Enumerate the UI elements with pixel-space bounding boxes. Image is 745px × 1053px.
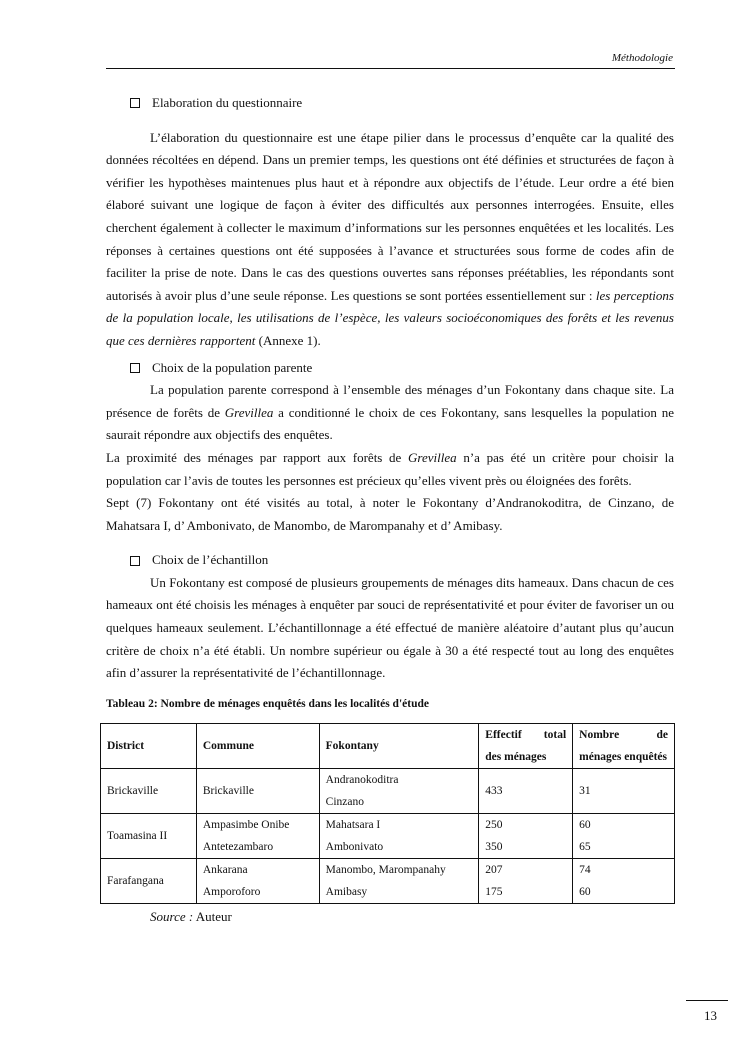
table-header-row	[101, 724, 675, 769]
header-commune: Commune	[196, 724, 319, 769]
cell-fokontany: Manombo, Marompanahy Amibasy	[319, 859, 479, 904]
section-heading-echantillon	[106, 549, 674, 572]
paragraph-echantillon: Un Fokontany est composé de plusieurs groupements de ménages dits hameaux. Dans chacun de ces hameaux ont été choisis les ménages à enquêter par souci de représentativité et pour éviter de favoriser un ou quelques hameaux seulement. L’échantillonnage a été effectué de manière aléatoire d’autant plus qu’aucun critère de choix n’a été établi. Un nombre supérieur ou égale à 30 a été respecté tout au long des enquêtes afin d’assurer la représentativité de l’échantillonnage.	[106, 574, 674, 681]
cell-effectif: 207 175	[479, 859, 573, 904]
cell-district: Farafangana	[101, 859, 197, 904]
table-row	[101, 859, 675, 904]
section-heading-text: Elaboration du questionnaire	[152, 95, 303, 110]
footer-rule	[686, 1000, 728, 1001]
page-number: 13	[704, 1008, 717, 1023]
cell-district: Toamasina II	[101, 814, 197, 859]
header-rule	[106, 68, 675, 69]
header-nombre: Nombre de ménages enquêtés	[573, 724, 675, 769]
paragraph-population-2: La proximité des ménages par rapport aux forêts de Grevillea n’a pas été un critère pour choisir la population car l’avis de toutes les personnes est précieux qu’elles vivent près ou éloignées des forêts.	[106, 449, 674, 488]
paragraph-population-1: La population parente correspond à l’ensemble des ménages d’un Fokontany dans chaque site. La présence de forêts de Grevillea a conditionné le choix de ces Fokontany, sans lesquelles la population ne saurait répondre aux objectifs des enquêtes.	[106, 382, 674, 443]
header-effectif: Effectif total des ménages	[479, 724, 573, 769]
paragraph-questionnaire: L’élaboration du questionnaire est une étape pilier dans le processus d’enquête car la qualité des données récoltées en dépend. Dans un premier temps, les questions ont été définies et structurées de façon à vérifier les hypothèses maintenues plus haut et à répondre aux objectifs de l’étude. Leur ordre a été bien élaboré suivant une logique de façon à éviter des difficultés aux personnes interrogées. Ensuite, elles cherchent également à collecter le maximum d’informations sur les personnes enquêtées et les localités. Les réponses à certaines questions ont été supposées à l’avance et structurées sous forme de codes afin de faciliter la prise de note. Dans le cas des questions ouvertes sans réponses préétablies, les répondants sont autorisés à avoir plus d’une seule réponse. Les questions se sont portées essentiellement sur : les perceptions de la population locale, les utilisations de l’espèce, les valeurs socioéconomiques des forêts et les revenus que ces dernières rapportent (Annexe 1).	[106, 129, 674, 348]
header-fokontany: Fokontany	[319, 724, 479, 769]
section-heading-text: Choix de la population parente	[152, 359, 313, 375]
section-heading-population	[106, 357, 674, 380]
cell-nombre: 74 60	[573, 859, 675, 904]
cell-commune: Ankarana Amporoforo	[196, 859, 319, 904]
running-header: Méthodologie	[611, 52, 673, 64]
paragraph-population-3: Sept (7) Fokontany ont été visités au total, à noter le Fokontany d’Andranokoditra, de Cinzano, de Mahatsara I, d’ Ambonivato, de Manombo, de Marompanahy et d’ Amibasy.	[106, 495, 674, 533]
table-row	[101, 814, 675, 859]
table-source: Source : Auteur	[150, 909, 232, 925]
page-content	[106, 92, 674, 929]
cell-effectif: 433	[479, 769, 573, 814]
cell-effectif: 250 350	[479, 814, 573, 859]
cell-nombre: 60 65	[573, 814, 675, 859]
checkbox-bullet-icon	[130, 556, 140, 566]
header-district: District	[101, 724, 197, 769]
cell-fokontany: Andranokoditra Cinzano	[319, 769, 479, 814]
checkbox-bullet-icon	[130, 363, 140, 373]
section-heading-questionnaire	[106, 92, 674, 115]
table-caption: Tableau 2: Nombre de ménages enquêtés dans les localités d'étude	[106, 697, 429, 710]
checkbox-bullet-icon	[130, 98, 140, 108]
section-heading-text: Choix de l’échantillon	[152, 552, 269, 568]
cell-commune: Brickaville	[196, 769, 319, 814]
cell-district: Brickaville	[101, 769, 197, 814]
households-table	[100, 723, 675, 904]
cell-commune: Ampasimbe Onibe Antetezambaro	[196, 814, 319, 859]
table-row	[101, 769, 675, 814]
cell-fokontany: Mahatsara I Ambonivato	[319, 814, 479, 859]
cell-nombre: 31	[573, 769, 675, 814]
